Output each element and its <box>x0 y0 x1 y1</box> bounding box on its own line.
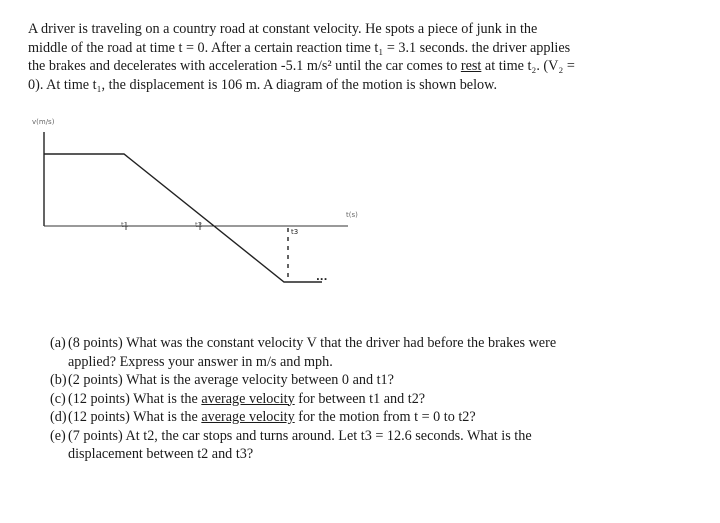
question-list <box>50 334 690 464</box>
rest-underlined: rest <box>460 58 482 74</box>
question-text-post: for the motion from t = 0 to t2? <box>294 409 476 425</box>
problem-statement <box>28 20 688 94</box>
velocity-line <box>44 154 322 282</box>
y-axis-label: v(m/s) <box>32 118 55 126</box>
question-c <box>50 390 690 409</box>
x-axis-label: t(s) <box>346 211 358 219</box>
question-text: (8 points) What was the constant velocity V that the driver had before the brakes were <box>68 335 557 351</box>
motion-diagram <box>20 110 380 310</box>
problem-line-3b: at time t₂. (V₂ = <box>481 58 575 74</box>
problem-line-4: 0). At time t₁, the displacement is 106 m. A diagram of the motion is shown below. <box>28 76 498 93</box>
problem-line-3a: the brakes and decelerates with acceleration -5.1 m/s² until the car comes to <box>28 58 461 74</box>
question-e <box>50 427 690 464</box>
problem-line-3 <box>28 57 688 76</box>
question-text: (2 points) What is the average velocity between 0 and t1? <box>68 372 394 388</box>
question-text-post: for between t1 and t2? <box>294 390 426 407</box>
t2-label: t2 <box>195 221 203 229</box>
question-text-pre: (12 points) What is the <box>68 390 202 407</box>
question-tag: (c) <box>50 390 66 407</box>
question-d <box>50 408 690 427</box>
question-text-pre: (12 points) What is the <box>68 409 202 425</box>
question-text: displacement between t2 and t3? <box>68 446 254 462</box>
problem-line-2: middle of the road at time t = 0. After a certain reaction time t₁ = 3.1 seconds. the driver applies <box>28 39 571 56</box>
question-text <box>68 408 476 427</box>
average-velocity-underlined: average velocity <box>201 409 295 425</box>
question-tag: (d) <box>50 409 67 425</box>
question-tag: (e) <box>50 427 66 444</box>
t1-label: t1 <box>121 221 129 229</box>
question-tag: (a) <box>50 335 66 351</box>
question-text: applied? Express your answer in m/s and mph. <box>68 353 333 370</box>
question-tag: (b) <box>50 372 67 388</box>
question-text: (7 points) At t2, the car stops and turns around. Let t3 = 12.6 seconds. What is the <box>68 427 532 444</box>
t3-label: t3 <box>291 228 299 236</box>
ellipsis: ... <box>316 272 328 283</box>
question-b <box>50 371 690 390</box>
question-a <box>50 334 690 371</box>
average-velocity-underlined: average velocity <box>201 390 295 407</box>
question-text <box>68 390 425 409</box>
problem-line-1: A driver is traveling on a country road at constant velocity. He spots a piece of junk in the <box>28 21 538 37</box>
